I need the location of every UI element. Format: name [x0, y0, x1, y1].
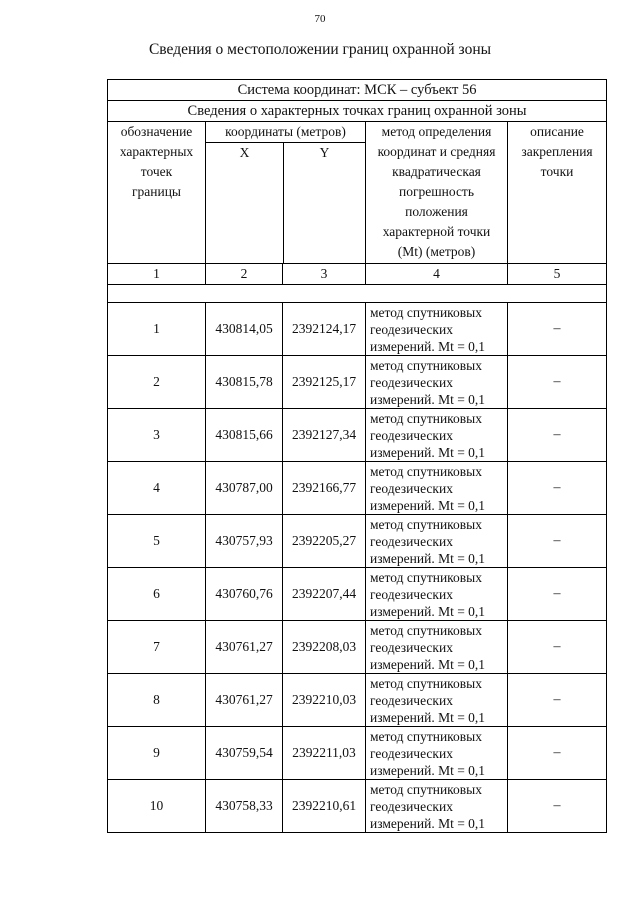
- x-coordinate-cell: 430761,27: [206, 674, 283, 727]
- point-id-cell: 9: [108, 727, 206, 780]
- y-coordinate-cell: 2392124,17: [283, 303, 366, 356]
- table-row: [108, 409, 607, 462]
- column-number: 1: [108, 264, 206, 285]
- method-line: геодезических: [370, 692, 453, 708]
- method-cell: [366, 568, 508, 621]
- method-line: метод спутниковых: [370, 728, 482, 744]
- spacer-cell: [108, 285, 607, 303]
- y-coordinate-cell: 2392210,03: [283, 674, 366, 727]
- y-header: Y: [319, 145, 330, 160]
- header-line: описание: [530, 124, 584, 139]
- point-id-cell: 2: [108, 356, 206, 409]
- table-row: [108, 462, 607, 515]
- description-cell: –: [508, 462, 607, 515]
- point-id-cell: 10: [108, 780, 206, 833]
- method-line: измерений. Mt = 0,1: [370, 603, 486, 619]
- header-line: границы: [131, 184, 182, 199]
- point-id-cell: 1: [108, 303, 206, 356]
- method-line: метод спутниковых: [370, 569, 482, 585]
- method-line: измерений. Mt = 0,1: [370, 815, 486, 831]
- table-row: [108, 356, 607, 409]
- y-coordinate-cell: 2392208,03: [283, 621, 366, 674]
- table-row: [108, 727, 607, 780]
- column-number: 3: [283, 264, 366, 285]
- method-cell: [366, 621, 508, 674]
- method-line: метод спутниковых: [370, 622, 482, 638]
- header-row: [108, 122, 607, 264]
- header-line: характерных: [119, 144, 194, 159]
- method-line: геодезических: [370, 639, 453, 655]
- column-number: 2: [206, 264, 283, 285]
- header-line: погрешность: [398, 184, 474, 199]
- header-line: характерной точки: [382, 224, 491, 239]
- method-line: геодезических: [370, 374, 453, 390]
- method-line: метод спутниковых: [370, 675, 482, 691]
- table-row: [108, 621, 607, 674]
- method-line: метод спутниковых: [370, 516, 482, 532]
- method-line: метод спутниковых: [370, 781, 482, 797]
- description-cell: –: [508, 409, 607, 462]
- method-line: метод спутниковых: [370, 304, 482, 320]
- x-coordinate-cell: 430761,27: [206, 621, 283, 674]
- header-line: обозначение: [120, 124, 193, 139]
- y-coordinate-cell: 2392210,61: [283, 780, 366, 833]
- system-row: [108, 80, 607, 101]
- method-line: измерений. Mt = 0,1: [370, 709, 486, 725]
- method-cell: [366, 780, 508, 833]
- column-number: 5: [508, 264, 607, 285]
- description-cell: –: [508, 621, 607, 674]
- y-coordinate-cell: 2392125,17: [283, 356, 366, 409]
- description-cell: –: [508, 727, 607, 780]
- x-coordinate-cell: 430758,33: [206, 780, 283, 833]
- coordinates-header-label: координаты (метров): [206, 122, 365, 143]
- x-coordinate-cell: 430760,76: [206, 568, 283, 621]
- description-cell: –: [508, 356, 607, 409]
- method-line: измерений. Mt = 0,1: [370, 550, 486, 566]
- header-line: точки: [540, 164, 574, 179]
- coordinates-subheader: [206, 143, 365, 263]
- method-cell: [366, 409, 508, 462]
- method-cell: [366, 356, 508, 409]
- coordinate-system-cell: Система координат: МСК – субъект 56: [108, 80, 607, 101]
- point-id-cell: 3: [108, 409, 206, 462]
- header-line: метод определения: [381, 124, 492, 139]
- point-id-cell: 5: [108, 515, 206, 568]
- method-line: геодезических: [370, 321, 453, 337]
- method-cell: [366, 727, 508, 780]
- x-coordinate-cell: 430787,00: [206, 462, 283, 515]
- table-row: [108, 303, 607, 356]
- method-line: измерений. Mt = 0,1: [370, 338, 486, 354]
- header-line: квадратическая: [392, 164, 481, 179]
- point-id-cell: 4: [108, 462, 206, 515]
- header-line: положения: [405, 204, 468, 219]
- y-coordinate-cell: 2392166,77: [283, 462, 366, 515]
- col-coordinates-header: [206, 122, 366, 264]
- point-id-cell: 7: [108, 621, 206, 674]
- y-coordinate-cell: 2392211,03: [283, 727, 366, 780]
- method-line: измерений. Mt = 0,1: [370, 444, 486, 460]
- col-method-header: [366, 122, 508, 264]
- method-cell: [366, 674, 508, 727]
- y-coordinate-cell: 2392207,44: [283, 568, 366, 621]
- description-cell: –: [508, 780, 607, 833]
- method-line: геодезических: [370, 586, 453, 602]
- description-cell: –: [508, 674, 607, 727]
- x-header: X: [206, 143, 284, 263]
- x-coordinate-cell: 430757,93: [206, 515, 283, 568]
- x-coordinate-cell: 430815,66: [206, 409, 283, 462]
- col-description-header: [508, 122, 607, 264]
- section-row: [108, 101, 607, 122]
- method-line: геодезических: [370, 745, 453, 761]
- boundary-points-table: [107, 79, 607, 833]
- method-line: геодезических: [370, 427, 453, 443]
- document-title: Сведения о местоположении границ охранной зоны: [148, 41, 492, 58]
- method-line: метод спутниковых: [370, 463, 482, 479]
- method-line: геодезических: [370, 480, 453, 496]
- header-line: (Mt) (метров): [397, 244, 476, 259]
- method-line: метод спутниковых: [370, 410, 482, 426]
- column-number-row: [108, 264, 607, 285]
- page-number: 70: [314, 13, 326, 25]
- method-line: метод спутниковых: [370, 357, 482, 373]
- table-body: [108, 80, 607, 833]
- x-coordinate-cell: 430759,54: [206, 727, 283, 780]
- method-line: геодезических: [370, 533, 453, 549]
- table-row: [108, 674, 607, 727]
- x-coordinate-cell: 430814,05: [206, 303, 283, 356]
- description-cell: –: [508, 568, 607, 621]
- header-line: точек: [140, 164, 173, 179]
- method-line: измерений. Mt = 0,1: [370, 391, 486, 407]
- column-number: 4: [366, 264, 508, 285]
- method-line: геодезических: [370, 798, 453, 814]
- point-id-cell: 8: [108, 674, 206, 727]
- method-cell: [366, 515, 508, 568]
- spacer-row: [108, 285, 607, 303]
- method-cell: [366, 462, 508, 515]
- method-line: измерений. Mt = 0,1: [370, 497, 486, 513]
- section-title-cell: Сведения о характерных точках границ охранной зоны: [108, 101, 607, 122]
- description-cell: –: [508, 303, 607, 356]
- table-row: [108, 568, 607, 621]
- y-coordinate-cell: 2392127,34: [283, 409, 366, 462]
- header-line: закрепления: [521, 144, 593, 159]
- table-row: [108, 515, 607, 568]
- table-row: [108, 780, 607, 833]
- y-coordinate-cell: 2392205,27: [283, 515, 366, 568]
- method-cell: [366, 303, 508, 356]
- x-coordinate-cell: 430815,78: [206, 356, 283, 409]
- method-line: измерений. Mt = 0,1: [370, 656, 486, 672]
- method-line: измерений. Mt = 0,1: [370, 762, 486, 778]
- point-id-cell: 6: [108, 568, 206, 621]
- col-designation-header: [108, 122, 206, 264]
- description-cell: –: [508, 515, 607, 568]
- header-line: координат и средняя: [377, 144, 496, 159]
